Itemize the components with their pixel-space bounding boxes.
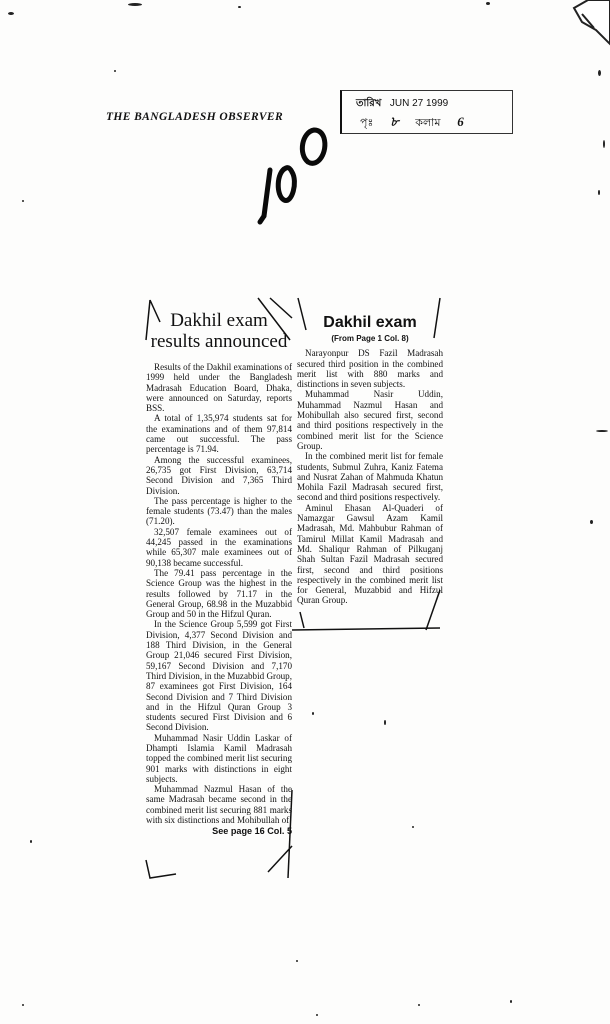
article-paragraph: Muhammad Nazmul Hasan of the same Madrasah became second in the combined merit list securing 881 marks with six distinctions and Mohibullah of — [146, 784, 292, 826]
article-paragraph: Muhammad Nasir Uddin Laskar of Dhampti Islamia Kamil Madrasah topped the combined merit list securing 901 marks with distinctions in eight subjects. — [146, 732, 292, 784]
article-paragraph: Aminul Ehasan Al-Quaderi of Namazgar Gawsul Azam Kamil Madrasah, Md. Mahbubur Rahman of Tamirul Millat Kamil Madrasah and Md. Shaliqur Rahman of Pilkuganj Shah Sultan Fazil Madrasah secured first, second and third positions respectively in the combined merit list for General, Muzabbid and Hifzul Quran Group. — [297, 502, 443, 606]
article-paragraph: Muhammad Nasir Uddin, Muhammad Nazmul Hasan and Mohibullah also secured first, second and third positions respectively in the combined merit list for the Science Group. — [297, 389, 443, 451]
article-paragraph: 32,507 female examinees out of 44,245 passed in the examinations while 65,307 male examinees out of 90,138 became successful. — [146, 526, 292, 568]
article-paragraph: In the Science Group 5,599 got First Division, 4,377 Second Division and 188 Third Division, in the General Group 21,046 secured First Division, 59,167 Second Division and 7,170 Third Division, in the Muzabbid Group, 87 examinees got First Division, 164 Second Division and 7 Third Division and in the Hifzul Quran Group 3 students secured First Division and 6 Second Division. — [146, 619, 292, 733]
article-paragraph: The pass percentage is higher to the female students (73.47) than the males (71.20). — [146, 495, 292, 527]
stamp-date: JUN 27 1999 — [389, 98, 449, 109]
article-paragraph: A total of 1,35,974 students sat for the examinations and of them 97,814 came out successful. The pass percentage is 71.94. — [146, 413, 292, 455]
article-paragraph: The 79.41 pass percentage in the Science Group was the highest in the results followed by 71.17 in the General Group, 68.98 in the Muzabbid Group and 50 in the Hifzul Quran. — [146, 567, 292, 620]
article-paragraph: Narayonpur DS Fazil Madrasah secured third position in the combined merit list with 880 marks and distinctions in seven subjects. — [297, 348, 443, 390]
article-paragraph: In the combined merit list for female students, Submul Zuhra, Kaniz Fatema and Nusrat Zahan of Mahmuda Khatun Mohila Fazil Madrasah secured first, second and third positions respectively. — [297, 451, 443, 503]
continued-headline: Dakhil exam — [323, 314, 417, 331]
article-paragraph: Results of the Dakhil examinations of 1999 held under the Bangladesh Madrasah Education Board, Dhaka, were announced on Saturday, reports BSS. — [146, 362, 292, 414]
article-headline: Dakhil exam results announced — [150, 310, 288, 352]
stamp-column-value: 6 — [457, 114, 464, 129]
newspaper-masthead: THE BANGLADESH OBSERVER — [106, 111, 284, 123]
continued-from-note: (From Page 1 Col. 8) — [331, 334, 409, 343]
article-paragraph: Among the successful examinees, 26,735 got First Division, 63,714 Second Division and 7,365 Third Division. — [146, 454, 292, 496]
stamp-page-label: পৃঃ — [360, 117, 374, 129]
stamp-column-label: কলাম — [415, 117, 441, 129]
continuation-note: See page 16 Col. 5 — [212, 826, 292, 837]
stamp-date-label: তারিখ — [356, 98, 382, 109]
stamp-page-value: ৮ — [390, 114, 399, 129]
